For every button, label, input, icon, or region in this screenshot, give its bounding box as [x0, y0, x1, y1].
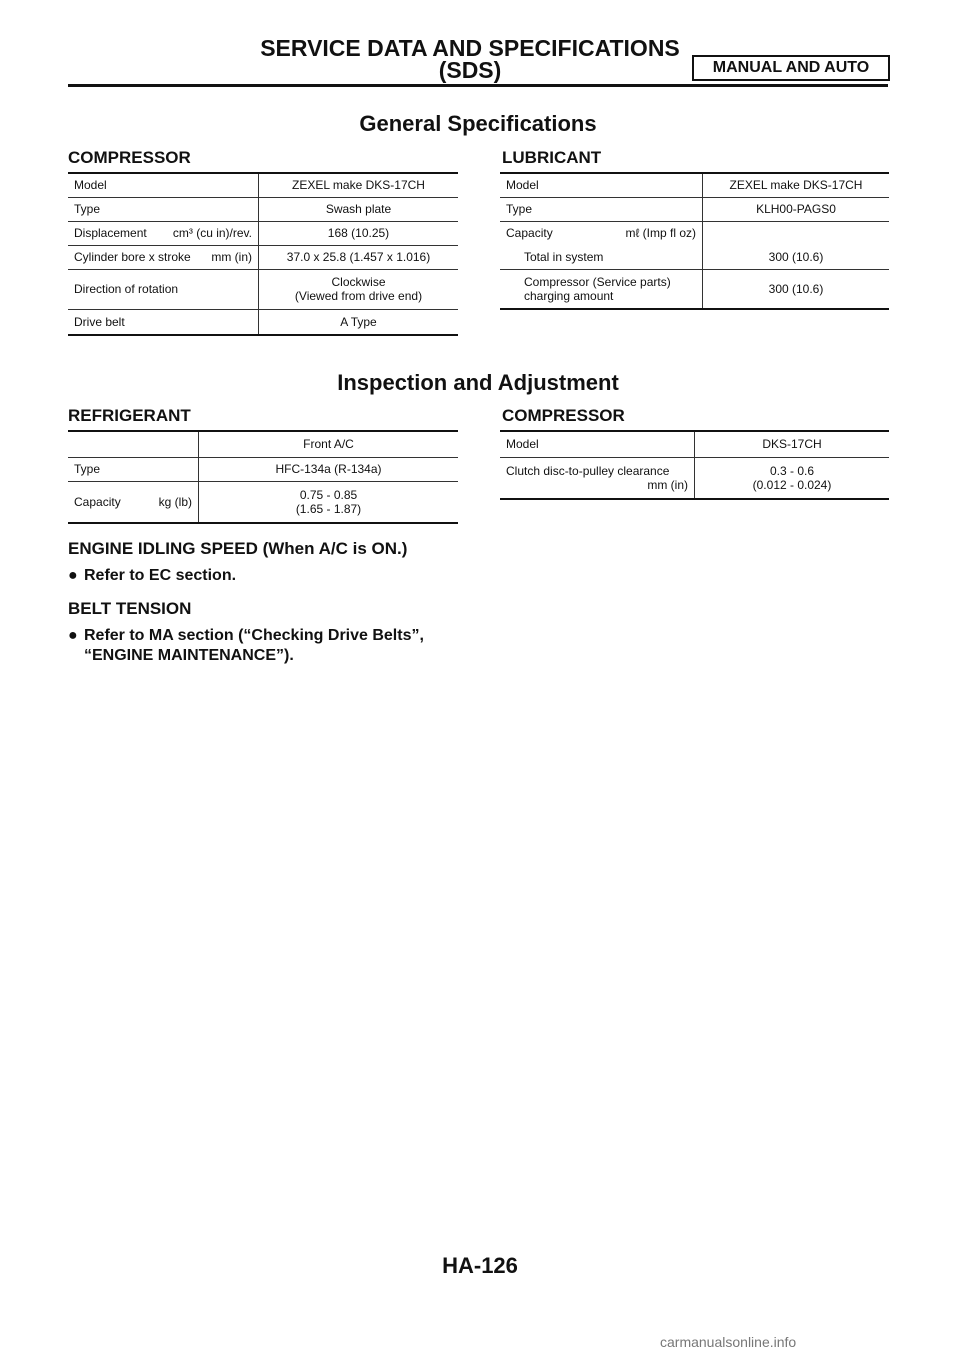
row-value: 0.75 - 0.85	[299, 487, 358, 502]
inspection-compressor-heading: COMPRESSOR	[502, 406, 625, 425]
belt-bullet	[68, 626, 488, 666]
row-value: A Type	[259, 309, 459, 335]
row-unit: kg (lb)	[158, 494, 192, 509]
row-value: KLH00-PAGS0	[703, 197, 890, 221]
row-label: Type	[68, 457, 199, 481]
row-value: Swash plate	[259, 197, 459, 221]
header-badge: MANUAL AND AUTO	[692, 55, 890, 81]
row-label: Clutch disc-to-pulley clearance	[506, 463, 670, 478]
table-row	[500, 173, 889, 197]
row-value	[703, 221, 890, 245]
general-title: General Specifications	[359, 111, 597, 136]
row-value-2: (1.65 - 1.87)	[295, 501, 362, 516]
table-row	[500, 431, 889, 457]
inspection-title: Inspection and Adjustment	[337, 370, 619, 395]
belt-bullet-line1: Refer to MA section (“Checking Drive Belts”,	[84, 627, 424, 644]
row-value: 300 (10.6)	[703, 269, 890, 309]
row-value-cell	[199, 481, 459, 523]
row-label: Displacement	[74, 226, 147, 240]
table-row	[500, 269, 889, 309]
table-row	[500, 221, 889, 245]
row-value: 0.3 - 0.6	[769, 463, 815, 478]
row-label-2: charging amount	[524, 288, 614, 303]
row-label: Direction of rotation	[68, 269, 259, 309]
belt-bullet-text	[84, 626, 424, 666]
idling-bullet-text: Refer to EC section.	[84, 567, 237, 584]
refrigerant-table	[68, 430, 458, 524]
table-row	[68, 309, 458, 335]
table-row	[500, 457, 889, 499]
lubricant-heading: LUBRICANT	[502, 148, 602, 167]
table-row	[68, 173, 458, 197]
inspection-compressor-table	[500, 430, 889, 500]
row-unit: mm (in)	[211, 250, 252, 264]
belt-heading: BELT TENSION	[68, 599, 192, 618]
row-value: 300 (10.6)	[703, 245, 890, 269]
row-value: ZEXEL make DKS-17CH	[259, 173, 459, 197]
watermark: carmanualsonline.info	[660, 1334, 797, 1350]
general-compressor-table	[68, 172, 458, 336]
header-blank	[68, 431, 199, 457]
lubricant-table	[500, 172, 889, 310]
table-row	[68, 269, 458, 309]
row-unit: cm³ (cu in)/rev.	[172, 226, 252, 240]
row-label-cell	[68, 481, 199, 523]
row-unit: mm (in)	[647, 477, 688, 492]
row-label-cell	[68, 245, 259, 269]
row-label: Model	[68, 173, 259, 197]
row-label: Capacity	[74, 494, 121, 509]
page-number: HA-126	[442, 1253, 518, 1278]
general-compressor-heading: COMPRESSOR	[68, 148, 191, 167]
row-value: HFC-134a (R-134a)	[199, 457, 459, 481]
table-row	[68, 221, 458, 245]
row-value-2: (Viewed from drive end)	[294, 289, 423, 303]
row-value: Clockwise	[331, 275, 386, 289]
idling-heading: ENGINE IDLING SPEED (When A/C is ON.)	[68, 539, 408, 558]
row-label: Cylinder bore x stroke	[74, 250, 191, 264]
header-title	[250, 37, 690, 81]
table-row	[500, 197, 889, 221]
row-label: Model	[500, 173, 703, 197]
row-label: Compressor (Service parts)	[524, 274, 671, 289]
row-value: DKS-17CH	[695, 431, 890, 457]
row-label-cell	[500, 457, 695, 499]
row-label: Type	[68, 197, 259, 221]
row-label-cell	[500, 269, 703, 309]
header-title-line1: SERVICE DATA AND SPECIFICATIONS	[260, 35, 680, 61]
table-row	[68, 481, 458, 523]
row-unit: mℓ (Imp fl oz)	[625, 226, 696, 241]
row-value: 168 (10.25)	[259, 221, 459, 245]
row-label-cell	[500, 221, 703, 245]
row-value: 37.0 x 25.8 (1.457 x 1.016)	[259, 245, 459, 269]
row-label: Type	[500, 197, 703, 221]
col-header: Front A/C	[199, 431, 459, 457]
header-rule	[68, 84, 888, 87]
row-label: Total in system	[500, 245, 703, 269]
refrigerant-heading: REFRIGERANT	[68, 406, 191, 425]
table-header-row	[68, 431, 458, 457]
row-label: Capacity	[506, 226, 553, 241]
bullet-icon: ●	[68, 627, 78, 644]
table-row	[500, 245, 889, 269]
table-row	[68, 245, 458, 269]
row-value-2: (0.012 - 0.024)	[752, 477, 832, 492]
row-value: ZEXEL make DKS-17CH	[703, 173, 890, 197]
bullet-icon: ●	[68, 567, 78, 584]
row-label: Drive belt	[68, 309, 259, 335]
row-label: Model	[500, 431, 695, 457]
row-value-cell	[259, 269, 459, 309]
belt-bullet-line2: “ENGINE MAINTENANCE”).	[84, 647, 294, 664]
table-row	[68, 197, 458, 221]
header-title-line2: (SDS)	[438, 57, 502, 83]
row-label-cell	[68, 221, 259, 245]
idling-bullet	[68, 566, 468, 586]
row-value-cell	[695, 457, 890, 499]
table-row	[68, 457, 458, 481]
